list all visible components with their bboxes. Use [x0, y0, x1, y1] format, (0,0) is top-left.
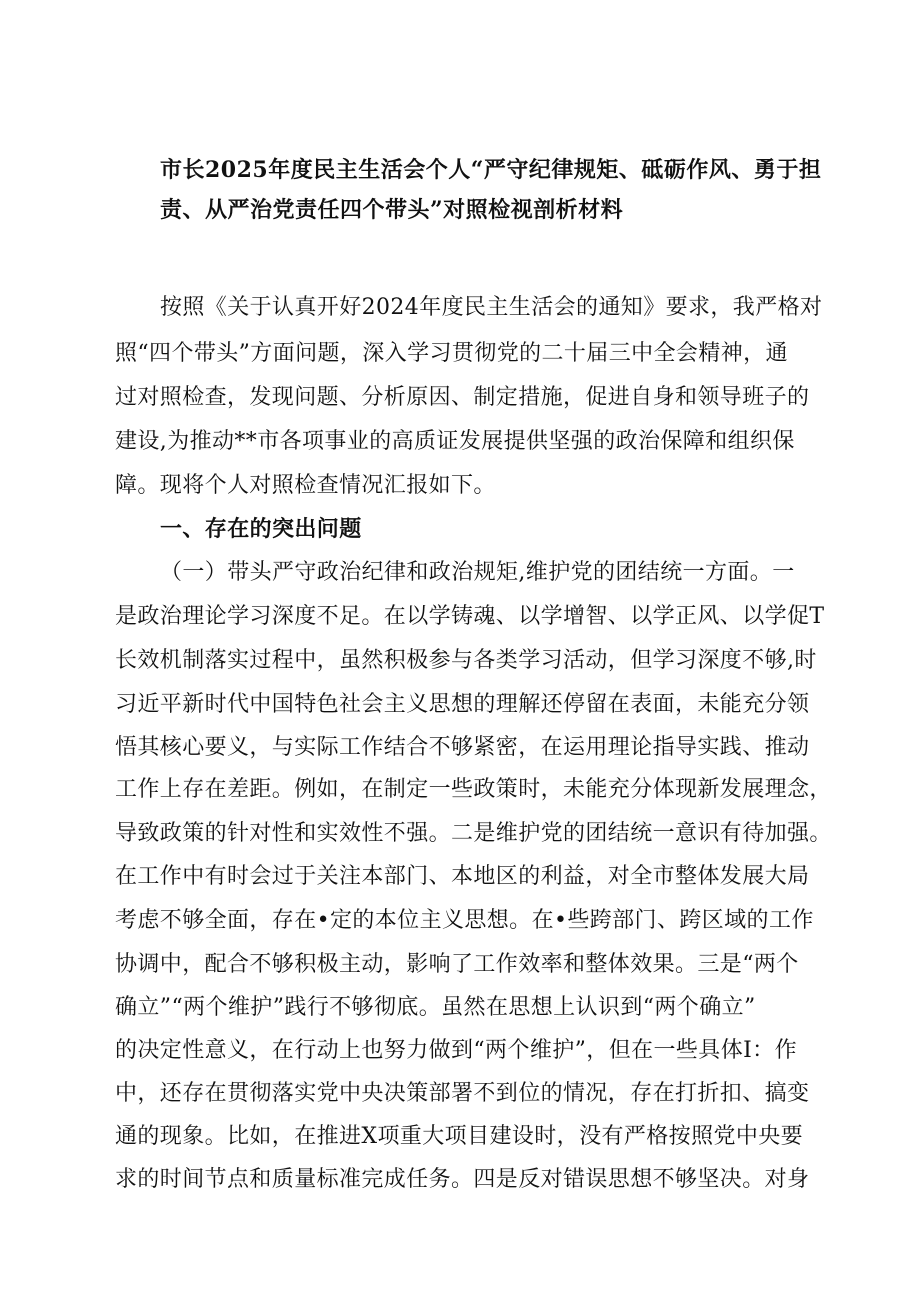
section-heading: 一、存在的突出问题	[160, 516, 362, 542]
body-line: 协调中，配合不够积极主动，影响了工作效率和整体效果。三是“两个	[115, 952, 799, 977]
body-line: 工作上存在差距。例如，在制定一些政策时，未能充分体现新发展理念，	[115, 777, 832, 802]
body-line: 是政治理论学习深度不足。在以学铸魂、以学增智、以学正风、以学促T	[115, 604, 825, 629]
body-line: 习近平新时代中国特色社会主义思想的理解还停留在表面，未能充分领	[115, 692, 810, 717]
title-line-2: 责、从严治党责任四个带头”对照检视剖析材料	[160, 197, 624, 223]
body-line: 长效机制落实过程中，虽然积极参与各类学习活动，但学习深度不够,时	[115, 648, 817, 673]
body-line: 的决定性意义，在行动上也努力做到“两个维护”，但在一些具体I：作	[115, 1038, 797, 1063]
intro-line: 障。现将个人对照检查情况汇报如下。	[115, 473, 496, 498]
intro-line: 建设,为推动**市各项事业的高质证发展提供坚强的政治保障和组织保	[115, 429, 795, 454]
body-line: （一）带头严守政治纪律和政治规矩,维护党的团结统一方面。一	[160, 560, 795, 585]
body-line: 在工作中有时会过于关注本部门、本地区的利益，对全市整体发展大局	[115, 864, 810, 889]
body-line: 悟其核心要义，与实际工作结合不够紧密，在运用理论指导实践、推动	[115, 735, 810, 760]
body-line: 确立”“两个维护”践行不够彻底。虽然在思想上认识到“两个确立”	[115, 995, 756, 1020]
body-line: 中，还存在贯彻落实党中央决策部署不到位的情况，存在打折扣、搞变	[115, 1081, 810, 1106]
body-line: 导致政策的针对性和实效性不强。二是维护党的团结统一意识有待加强。	[115, 821, 832, 846]
body-line: 考虑不够全面，存在•定的本位主义思想。在•些跨部门、跨区域的工作	[115, 908, 814, 933]
title-line-1: 市长2025年度民主生活会个人“严守纪律规矩、砥砺作风、勇于担	[160, 157, 822, 183]
document-title	[160, 150, 860, 230]
intro-line: 照“四个带头”方面问题，深入学习贯彻党的二十届三中全会精神，通	[115, 341, 788, 366]
intro-line: 过对照检查，发现问题、分析原因、制定措施，促进自身和领导班子的	[115, 385, 810, 410]
body-line: 求的时间节点和质量标准完成任务。四是反对错误思想不够坚决。对身	[115, 1167, 810, 1192]
intro-line: 按照《关于认真开好2024年度民主生活会的通知》要求，我严格对	[160, 295, 823, 320]
body-line: 通的现象。比如，在推进X项重大项目建设时，没有严格按照党中央要	[115, 1124, 804, 1149]
